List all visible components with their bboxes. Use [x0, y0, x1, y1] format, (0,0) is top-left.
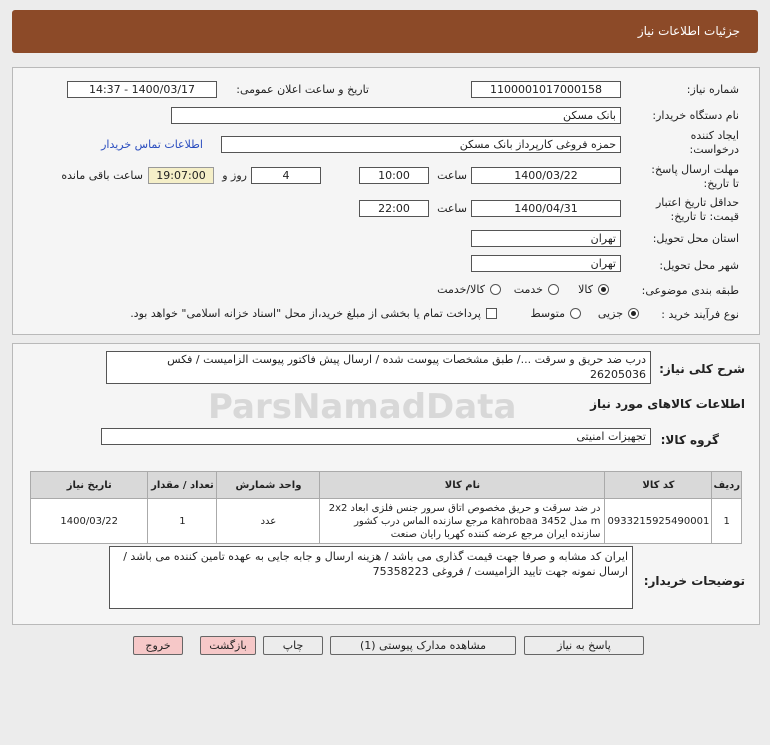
col-name: نام کالا	[320, 472, 605, 499]
table-row	[31, 499, 742, 544]
reply-button[interactable]: پاسخ به نیاز	[524, 636, 644, 655]
category-option-service: خدمت	[513, 283, 543, 296]
reply-deadline-label-1: مهلت ارسال پاسخ:	[651, 163, 739, 176]
province-field: تهران	[471, 230, 621, 247]
category-label: طبقه بندی موضوعی:	[641, 284, 739, 297]
description-field	[106, 351, 651, 384]
exit-button[interactable]: خروج	[133, 636, 183, 655]
cell-unit: عدد	[217, 499, 320, 544]
cell-row: 1	[712, 499, 742, 544]
treasury-payment-note: پرداخت تمام یا بخشی از مبلغ خرید،از محل "اسناد خزانه اسلامی" خواهد بود.	[130, 307, 481, 320]
reply-time-label: ساعت	[437, 169, 467, 182]
goods-group-label: گروه کالا:	[660, 433, 719, 447]
days-label: روز و	[222, 169, 247, 182]
col-unit: واحد شمارش	[217, 472, 320, 499]
view-attachments-button[interactable]: مشاهده مدارک پیوستی (1)	[330, 636, 516, 655]
remaining-time-field: 19:07:00	[148, 167, 214, 184]
watermark-brand: ParsNamadData	[208, 387, 517, 427]
buyer-contact-link[interactable]: اطلاعات تماس خریدار	[101, 138, 203, 151]
buyer-org-label: نام دستگاه خریدار:	[652, 109, 739, 122]
creator-label-2: درخواست:	[689, 143, 739, 156]
page-titlebar	[12, 10, 758, 53]
category-radio-goods-service[interactable]	[490, 284, 501, 295]
validity-time-field: 22:00	[359, 200, 429, 217]
need-details-panel	[12, 343, 760, 625]
validity-time-label: ساعت	[437, 202, 467, 215]
buyer-notes-field	[109, 546, 633, 609]
buyer-org-field: بانک مسکن	[171, 107, 621, 124]
cell-name: در ضد سرقت و حریق مخصوص اتاق سرور جنس فلزی ابعاد 2x2 m مدل kahrobaa 3452 مرجع سازنده الماس درب کشور سازنده ایران مرجع عرضه کننده کهربا رایان صنعت	[320, 499, 605, 544]
reply-date-field: 1400/03/22	[471, 167, 621, 184]
announce-label: تاریخ و ساعت اعلان عمومی:	[236, 83, 369, 96]
announce-field: 1400/03/17 - 14:37	[67, 81, 217, 98]
goods-info-title: اطلاعات کالاهای مورد نیاز	[590, 397, 745, 411]
need-number-field: 1100001017000158	[471, 81, 621, 98]
reply-time-field: 10:00	[359, 167, 429, 184]
print-button[interactable]: چاپ	[263, 636, 323, 655]
category-radio-service[interactable]	[548, 284, 559, 295]
buyer-notes-label: توضیحات خریدار:	[643, 574, 745, 588]
cell-code: 0933215925490001	[605, 499, 712, 544]
col-row: ردیف	[712, 472, 742, 499]
goods-table	[30, 471, 742, 544]
creator-label-1: ایجاد کننده	[690, 129, 739, 142]
col-code: کد کالا	[605, 472, 712, 499]
buyer-notes-text: ایران کد مشابه و صرفا جهت قیمت گذاری می باشد / هزینه ارسال و جابه جایی به عهده تامین کننده می باشد / ارسال نمونه جهت تایید الزامیست / فروغی 75358223	[123, 550, 628, 578]
reply-deadline-label-2: تا تاریخ:	[703, 177, 739, 190]
category-option-goods: کالا	[578, 283, 593, 296]
price-validity-label-1: حداقل تاریخ اعتبار	[655, 196, 739, 209]
description-label: شرح کلی نیاز:	[659, 362, 745, 376]
process-option-medium: متوسط	[530, 307, 565, 320]
description-text: درب ضد حریق و سرقت .../ طبق مشخصات پیوست شده / ارسال پیش فاکتور پیوست الزامیست / فکس 26205036	[167, 353, 646, 381]
col-date: تاریخ نیاز	[31, 472, 148, 499]
process-label: نوع فرآیند خرید :	[661, 308, 739, 321]
goods-group-field: تجهیزات امنیتی	[101, 428, 651, 445]
page-title: جزئیات اطلاعات نیاز	[637, 24, 740, 38]
city-field: تهران	[471, 255, 621, 272]
cell-qty: 1	[148, 499, 217, 544]
category-radio-goods[interactable]	[598, 284, 609, 295]
goods-table-header	[31, 472, 742, 499]
validity-date-field: 1400/04/31	[471, 200, 621, 217]
remaining-time-label: ساعت باقی مانده	[61, 169, 143, 182]
col-qty: تعداد / مقدار	[148, 472, 217, 499]
city-label: شهر محل تحویل:	[659, 259, 739, 272]
process-option-minor: جزیی	[597, 307, 623, 320]
creator-field: حمزه فروغی کارپرداز بانک مسکن	[221, 136, 621, 153]
need-info-panel	[12, 67, 760, 335]
need-number-label: شماره نیاز:	[686, 83, 739, 96]
cell-date: 1400/03/22	[31, 499, 148, 544]
treasury-payment-checkbox[interactable]	[486, 308, 497, 319]
days-field: 4	[251, 167, 321, 184]
price-validity-label-2: قیمت: تا تاریخ:	[670, 210, 739, 223]
back-button[interactable]: بازگشت	[200, 636, 256, 655]
province-label: استان محل تحویل:	[652, 232, 739, 245]
category-option-goods-service: کالا/خدمت	[437, 283, 485, 296]
process-radio-medium[interactable]	[570, 308, 581, 319]
process-radio-minor[interactable]	[628, 308, 639, 319]
